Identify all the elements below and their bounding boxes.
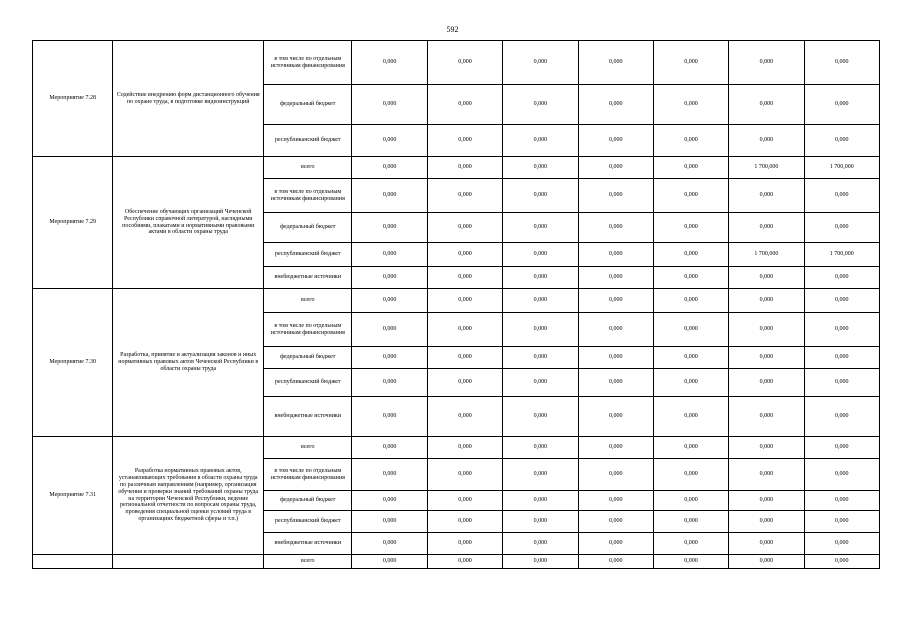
value-cell: 0,000 [503, 85, 578, 125]
value-cell: 0,000 [352, 533, 427, 555]
event-description: Обеспечение обучающих организаций Чеченской Республики справочной литературой, наглядными пособиями, плакатами и нормативными правовыми актами в области охраны труда [113, 157, 264, 289]
value-cell: 0,000 [804, 125, 879, 157]
value-cell: 0,000 [427, 347, 502, 369]
value-cell: 0,000 [427, 511, 502, 533]
value-cell: 0,000 [653, 511, 728, 533]
value-cell: 0,000 [653, 213, 728, 243]
value-cell: 0,000 [352, 491, 427, 511]
value-cell: 0,000 [503, 267, 578, 289]
value-cell: 0,000 [653, 437, 728, 459]
value-cell: 0,000 [729, 511, 804, 533]
value-cell: 0,000 [427, 85, 502, 125]
value-cell: 0,000 [503, 213, 578, 243]
value-cell: 0,000 [427, 213, 502, 243]
value-cell: 0,000 [503, 491, 578, 511]
value-cell: 0,000 [578, 533, 653, 555]
funding-source: внебюджетные источники [264, 533, 352, 555]
value-cell: 0,000 [578, 179, 653, 213]
value-cell: 0,000 [729, 369, 804, 397]
value-cell: 0,000 [578, 511, 653, 533]
value-cell: 0,000 [729, 459, 804, 491]
event-name: Мероприятие 7.28 [33, 41, 113, 157]
value-cell: 0,000 [427, 289, 502, 313]
value-cell: 0,000 [578, 313, 653, 347]
value-cell: 0,000 [427, 243, 502, 267]
value-cell: 0,000 [503, 555, 578, 569]
value-cell: 0,000 [729, 85, 804, 125]
value-cell: 0,000 [729, 213, 804, 243]
value-cell: 0,000 [653, 491, 728, 511]
funding-source: республиканский бюджет [264, 243, 352, 267]
value-cell: 0,000 [804, 179, 879, 213]
value-cell: 0,000 [653, 459, 728, 491]
value-cell: 0,000 [427, 397, 502, 437]
value-cell: 0,000 [653, 289, 728, 313]
event-name: Мероприятие 7.31 [33, 437, 113, 555]
value-cell: 0,000 [427, 313, 502, 347]
value-cell: 0,000 [729, 491, 804, 511]
value-cell: 0,000 [804, 85, 879, 125]
value-cell: 0,000 [352, 437, 427, 459]
value-cell: 0,000 [503, 125, 578, 157]
funding-source: всего [264, 289, 352, 313]
value-cell: 0,000 [352, 125, 427, 157]
value-cell: 0,000 [653, 267, 728, 289]
event-description [113, 555, 264, 569]
value-cell: 0,000 [653, 179, 728, 213]
value-cell: 0,000 [503, 437, 578, 459]
event-description: Содействие внедрению форм дистанционного обучения по охране труда, в подготовке видеоинструкций [113, 41, 264, 157]
value-cell: 0,000 [729, 533, 804, 555]
value-cell: 0,000 [804, 491, 879, 511]
value-cell: 0,000 [578, 459, 653, 491]
value-cell: 1 700,000 [729, 157, 804, 179]
value-cell: 0,000 [578, 243, 653, 267]
value-cell: 0,000 [503, 533, 578, 555]
value-cell: 0,000 [578, 289, 653, 313]
value-cell: 0,000 [804, 397, 879, 437]
value-cell: 0,000 [804, 369, 879, 397]
value-cell: 0,000 [352, 243, 427, 267]
value-cell: 0,000 [427, 179, 502, 213]
value-cell: 0,000 [427, 459, 502, 491]
value-cell: 0,000 [804, 437, 879, 459]
funding-source: федеральный бюджет [264, 213, 352, 243]
funding-source: федеральный бюджет [264, 85, 352, 125]
value-cell: 0,000 [804, 41, 879, 85]
value-cell: 0,000 [352, 157, 427, 179]
event-name: Мероприятие 7.30 [33, 289, 113, 437]
value-cell: 0,000 [653, 555, 728, 569]
value-cell: 0,000 [352, 397, 427, 437]
value-cell: 0,000 [352, 85, 427, 125]
value-cell: 0,000 [427, 41, 502, 85]
value-cell: 0,000 [578, 437, 653, 459]
value-cell: 0,000 [729, 41, 804, 85]
funding-source: федеральный бюджет [264, 347, 352, 369]
value-cell: 0,000 [352, 179, 427, 213]
value-cell: 0,000 [352, 213, 427, 243]
financing-table [32, 40, 880, 569]
value-cell: 0,000 [804, 347, 879, 369]
value-cell: 0,000 [804, 267, 879, 289]
funding-source: республиканский бюджет [264, 511, 352, 533]
value-cell: 0,000 [729, 267, 804, 289]
value-cell: 1 700,000 [729, 243, 804, 267]
value-cell: 0,000 [653, 347, 728, 369]
value-cell: 0,000 [804, 555, 879, 569]
value-cell: 0,000 [352, 313, 427, 347]
funding-source: в том числе по отдельным источникам финансирования [264, 179, 352, 213]
value-cell: 0,000 [729, 125, 804, 157]
value-cell: 0,000 [427, 157, 502, 179]
value-cell: 0,000 [427, 369, 502, 397]
value-cell: 0,000 [578, 555, 653, 569]
value-cell: 0,000 [729, 313, 804, 347]
table-row [33, 437, 880, 459]
funding-source: республиканский бюджет [264, 369, 352, 397]
value-cell: 0,000 [804, 533, 879, 555]
value-cell: 0,000 [427, 555, 502, 569]
value-cell: 0,000 [804, 289, 879, 313]
value-cell: 0,000 [427, 125, 502, 157]
value-cell: 0,000 [352, 347, 427, 369]
value-cell: 0,000 [503, 397, 578, 437]
table-row [33, 555, 880, 569]
table-row [33, 157, 880, 179]
value-cell: 0,000 [578, 157, 653, 179]
funding-source: всего [264, 157, 352, 179]
value-cell: 0,000 [653, 533, 728, 555]
value-cell: 0,000 [503, 511, 578, 533]
value-cell: 0,000 [653, 157, 728, 179]
event-description: Разработка, принятие и актуализация законов и иных нормативных правовых актов Чеченской Республики в области охраны труда [113, 289, 264, 437]
funding-source: всего [264, 555, 352, 569]
value-cell: 0,000 [503, 313, 578, 347]
value-cell: 0,000 [578, 397, 653, 437]
value-cell: 0,000 [804, 511, 879, 533]
value-cell: 0,000 [503, 41, 578, 85]
value-cell: 0,000 [352, 459, 427, 491]
value-cell: 0,000 [578, 491, 653, 511]
value-cell: 0,000 [729, 555, 804, 569]
value-cell: 0,000 [578, 347, 653, 369]
page-number: 592 [446, 25, 459, 34]
value-cell: 0,000 [804, 459, 879, 491]
funding-source: федеральный бюджет [264, 491, 352, 511]
funding-source: республиканский бюджет [264, 125, 352, 157]
value-cell: 0,000 [653, 369, 728, 397]
value-cell: 0,000 [578, 125, 653, 157]
value-cell: 0,000 [578, 41, 653, 85]
funding-source: внебюджетные источники [264, 397, 352, 437]
value-cell: 0,000 [729, 397, 804, 437]
value-cell: 0,000 [503, 179, 578, 213]
value-cell: 0,000 [578, 85, 653, 125]
value-cell: 0,000 [427, 437, 502, 459]
value-cell: 0,000 [503, 157, 578, 179]
value-cell: 0,000 [653, 41, 728, 85]
value-cell: 0,000 [427, 533, 502, 555]
value-cell: 0,000 [352, 41, 427, 85]
value-cell: 0,000 [352, 555, 427, 569]
value-cell: 0,000 [352, 369, 427, 397]
value-cell: 0,000 [653, 85, 728, 125]
value-cell: 0,000 [804, 213, 879, 243]
value-cell: 0,000 [578, 267, 653, 289]
event-description: Разработка нормативных правовых актов, устанавливающих требования в области охраны труда по различным направлениям (например, организация обучения и проверки знаний требований охраны труда на территории Чеченской Республики, ведение региональной отчетности по вопросам охраны труда, проведения специальной оценки условий труда в организациях бюджетной сферы и т.п.) [113, 437, 264, 555]
event-name [33, 555, 113, 569]
value-cell: 0,000 [578, 369, 653, 397]
event-name: Мероприятие 7.29 [33, 157, 113, 289]
value-cell: 0,000 [427, 267, 502, 289]
funding-source: внебюджетные источники [264, 267, 352, 289]
value-cell: 0,000 [503, 459, 578, 491]
table-row [33, 289, 880, 313]
value-cell: 0,000 [352, 267, 427, 289]
value-cell: 0,000 [503, 243, 578, 267]
value-cell: 0,000 [578, 213, 653, 243]
value-cell: 0,000 [352, 511, 427, 533]
funding-source: в том числе по отдельным источникам финансирования [264, 313, 352, 347]
value-cell: 0,000 [653, 243, 728, 267]
value-cell: 0,000 [352, 289, 427, 313]
table-row [33, 41, 880, 85]
value-cell: 0,000 [653, 313, 728, 347]
value-cell: 1 700,000 [804, 243, 879, 267]
value-cell: 0,000 [503, 347, 578, 369]
value-cell: 0,000 [729, 437, 804, 459]
value-cell: 0,000 [653, 125, 728, 157]
funding-source: всего [264, 437, 352, 459]
funding-source: в том числе по отдельным источникам финансирования [264, 41, 352, 85]
value-cell: 0,000 [503, 289, 578, 313]
value-cell: 0,000 [653, 397, 728, 437]
value-cell: 0,000 [729, 179, 804, 213]
value-cell: 0,000 [729, 347, 804, 369]
value-cell: 0,000 [804, 313, 879, 347]
value-cell: 0,000 [729, 289, 804, 313]
value-cell: 0,000 [427, 491, 502, 511]
value-cell: 0,000 [503, 369, 578, 397]
value-cell: 1 700,000 [804, 157, 879, 179]
funding-source: в том числе по отдельным источникам финансирования [264, 459, 352, 491]
